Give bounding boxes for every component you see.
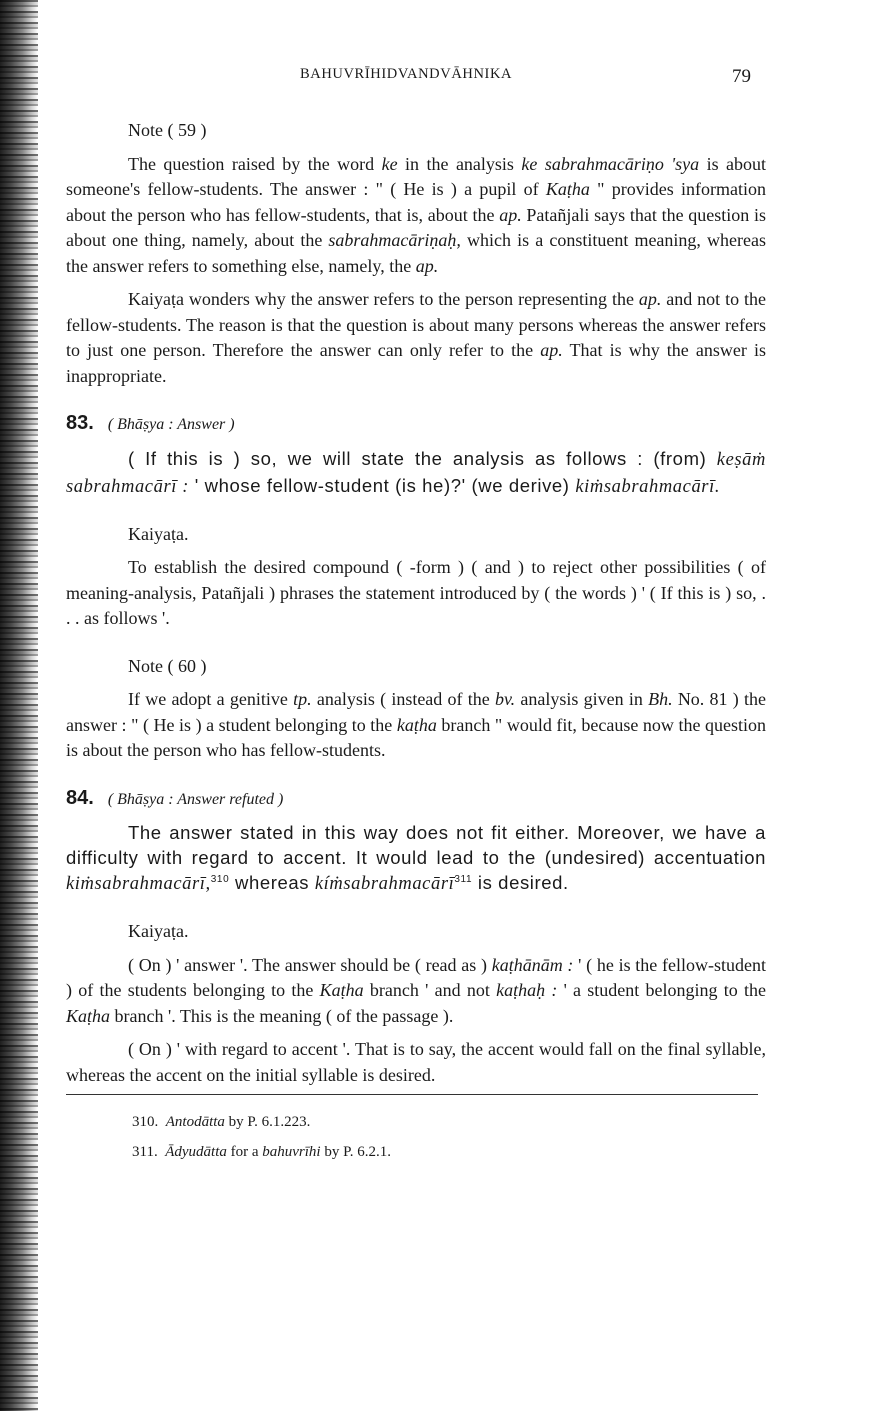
section-84-kaiyata-text-2: ( On ) ' with regard to accent '. That is to say, the accent would fall on the final syllable, whereas the accent on the initial syllable is desired. bbox=[66, 1039, 766, 1085]
footnote-ref-310: 310 bbox=[210, 873, 230, 885]
note-59-paragraph-1: The question raised by the word ke in the analysis ke sabrahmacāriṇo 'sya is about someone's fellow-students. The answer : " ( He is ) a pupil of Kaṭha " provides information about the person who has fellow-students, that is, about the ap. Patañjali says that the question is about one thing, namely, about the sabrahmacāriṇaḥ, which is a constituent meaning, whereas the answer refers to something else, namely, the ap. bbox=[66, 153, 767, 276]
section-84-kaiyata-text-1: ( On ) ' answer '. The answer should be ( read as ) kaṭhānām : ' ( he is the fellow-student ) of the students belonging to the Kaṭha branch ' and not kaṭhaḥ : ' a student belonging to the Kaṭha branch '. This is the meaning ( of the passage ). bbox=[66, 954, 766, 1026]
footnote-310: 310. Antodātta by P. 6.1.223. bbox=[132, 1114, 311, 1130]
section-84-heading: 84. ( Bhāṣya : Answer refuted ) bbox=[66, 786, 284, 809]
running-title: BAHUVRĪHIDVANDVĀHNIKA bbox=[300, 66, 513, 82]
note-59-paragraph-2: Kaiyaṭa wonders why the answer refers to the person representing the ap. and not to the fellow-students. The reason is that the question is about many persons whereas the answer refers to just one person. Therefore the answer can only refer to the ap. That is why the answer is inappropriate. bbox=[66, 289, 766, 386]
page-number: 79 bbox=[732, 66, 751, 87]
footnote-divider bbox=[66, 1094, 758, 1095]
section-83-heading: 83. ( Bhāṣya : Answer ) bbox=[66, 412, 235, 434]
section-83-bhasya-text: ( If this is ) so, we will state the analysis as follows : (from) keṣāṁ sabrahmacārī : ' whose fellow-student (is he)?' (we derive) kiṁsabrahmacārī. bbox=[66, 447, 766, 497]
footnote-ref-311: 311 bbox=[454, 873, 473, 885]
page-body bbox=[66, 118, 766, 1163]
section-84-kaiyata-label: Kaiyaṭa. bbox=[128, 921, 189, 941]
note-60-label: Note ( 60 ) bbox=[128, 655, 207, 676]
note-59-label: Note ( 59 ) bbox=[128, 120, 207, 140]
footnote-311: 311. Ādyudātta for a bahuvrīhi by P. 6.2.1. bbox=[132, 1144, 392, 1160]
section-83-kaiyata-label: Kaiyaṭa. bbox=[128, 523, 189, 544]
section-84-bhasya-text: The answer stated in this way does not fit either. Moreover, we have a difficulty with regard to accent. It would lead to the (undesired) accentuation kiṁsabrahmacārī,$^{310}$ whereas kíṁsabrahmacārī$^{311}$ is desired. bbox=[66, 822, 766, 894]
book-spine-shadow bbox=[0, 0, 38, 1411]
section-83-kaiyata-text: To establish the desired compound ( -form ) ( and ) to reject other possibilities ( of meaning-analysis, Patañjali ) phrases the statement introduced by ( the words ) ' ( If this is ) so, . . . as follows '. bbox=[66, 557, 766, 628]
note-60-paragraph: If we adopt a genitive tp. analysis ( instead of the bv. analysis given in Bh. No. 81 ) the answer : " ( He is ) a student belonging to the kaṭha branch " would fit, because now the question is about the person who has fellow-students. bbox=[66, 689, 767, 760]
